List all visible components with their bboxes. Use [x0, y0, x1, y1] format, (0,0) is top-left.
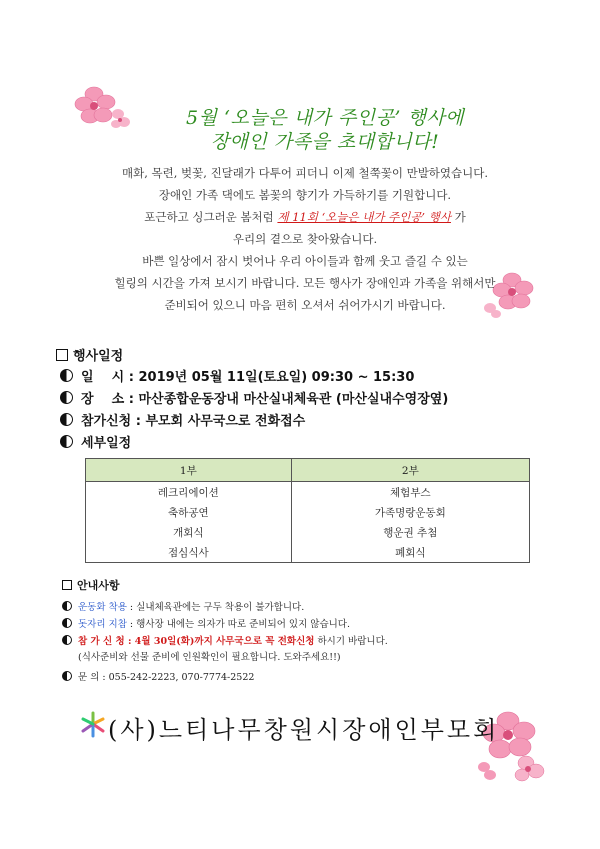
half-circle-bullet-icon: [62, 618, 72, 628]
guide-item-mat-text: : 행사장 내에는 의자가 따로 준비되어 있지 않습니다.: [126, 619, 351, 630]
event-apply-row: [60, 410, 305, 429]
half-circle-bullet-icon: [60, 435, 73, 448]
guide-item-apply: [62, 633, 388, 647]
event-date-value: : 2019년 05월 11일(토요일) 09:30 ~ 15:30: [128, 370, 415, 385]
table-cell: 가족명랑운동회: [291, 502, 529, 522]
intro-line-2: 장애인 가족 댁에도 봄꽃의 향기가 가득하기를 기원합니다.: [158, 188, 452, 202]
half-circle-bullet-icon: [60, 413, 73, 426]
guide-item-shoes-label: 운동화 착용: [78, 602, 127, 613]
intro-paragraph: [70, 162, 540, 316]
organization-name: (사)느티나무창원시장애인부모회: [108, 716, 500, 744]
guide-item-apply-note: (식사준비와 선물 준비에 인원확인이 필요합니다. 도와주세요!!): [78, 652, 341, 663]
intro-line-1: 매화, 목련, 벚꽃, 진달래가 다투어 피더니 이제 철쭉꽃이 만발하였습니다.: [121, 166, 489, 180]
intro-line-3: [70, 206, 540, 228]
schedule-heading: 행사일정: [56, 345, 123, 364]
intro-line-6: 힐링의 시간을 가져 보시기 바랍니다. 모든 행사가 장애인과 가족을 위해서만: [114, 276, 496, 290]
table-cell: 레크리에이션: [86, 482, 292, 503]
table-row: [86, 522, 530, 542]
intro-line-4: 우리의 곁으로 찾아왔습니다.: [232, 232, 378, 246]
event-place-label: 장 소: [81, 392, 125, 407]
table-header-row: [86, 459, 530, 482]
table-cell: 개회식: [86, 522, 292, 542]
intro-line-5: 바쁜 일상에서 잠시 벗어나 우리 아이들과 함께 웃고 즐길 수 있는: [142, 254, 468, 268]
guide-item-shoes-text: : 실내체육관에는 구두 착용이 불가합니다.: [126, 602, 305, 613]
event-apply-label: 참가신청: [81, 414, 132, 429]
guide-item-apply-label: 참 가 신 청 : 4월 30일(화)까지 사무국으로 꼭 전화신청: [78, 636, 315, 647]
table-cell: 폐회식: [291, 542, 529, 563]
event-place-row: [60, 388, 448, 407]
checkbox-square-icon: [62, 580, 72, 590]
guide-item-mat-label: 돗자리 지참: [78, 619, 127, 630]
table-header-part2: 2부: [291, 459, 529, 482]
invitation-title: [90, 106, 560, 154]
half-circle-bullet-icon: [60, 391, 73, 404]
contact-phone-text: 문 의 : 055-242-2223, 070-7774-2522: [78, 672, 255, 683]
event-place-value: : 마산종합운동장내 마산실내체육관 (마산실내수영장옆): [128, 392, 449, 407]
half-circle-bullet-icon: [60, 369, 73, 382]
guide-item-apply-text: 하시기 바랍니다.: [314, 636, 388, 647]
intro-line-3-pre: 포근하고 싱그러운 봄처럼: [144, 210, 278, 224]
intro-line-3-post: 가: [450, 210, 466, 224]
checkbox-square-icon: [56, 349, 68, 361]
half-circle-bullet-icon: [62, 635, 72, 645]
table-row: [86, 482, 530, 503]
table-cell: 축하공연: [86, 502, 292, 522]
guide-item-mat: [62, 616, 350, 630]
event-name-highlight: 제 11회 ‘오늘은 내가 주인공’ 행사: [277, 210, 451, 224]
table-row: [86, 542, 530, 563]
half-circle-bullet-icon: [62, 671, 72, 681]
guide-heading: 안내사항: [62, 577, 120, 593]
guide-item-contact: [62, 669, 254, 683]
intro-line-7: 준비되어 있으니 마음 편히 오셔서 쉬어가시기 바랍니다.: [164, 298, 446, 312]
table-cell: 행운권 추첨: [291, 522, 529, 542]
event-date-row: [60, 366, 414, 385]
event-detail-row: [60, 432, 131, 451]
event-date-label: 일 시: [81, 370, 125, 385]
table-header-part1: 1부: [86, 459, 292, 482]
schedule-table: [85, 458, 530, 563]
organization-logo-icon: [80, 710, 106, 740]
table-cell: 체험부스: [291, 482, 529, 503]
guide-item-shoes: [62, 599, 304, 613]
half-circle-bullet-icon: [62, 601, 72, 611]
title-line-1: 5월 ‘오늘은 내가 주인공’ 행사에: [185, 107, 465, 129]
event-apply-value: : 부모회 사무국으로 전화접수: [135, 414, 306, 429]
title-line-2: 장애인 가족을 초대합니다!: [210, 131, 440, 153]
table-row: [86, 502, 530, 522]
table-cell: 점심식사: [86, 542, 292, 563]
event-detail-label: 세부일정: [81, 436, 132, 451]
